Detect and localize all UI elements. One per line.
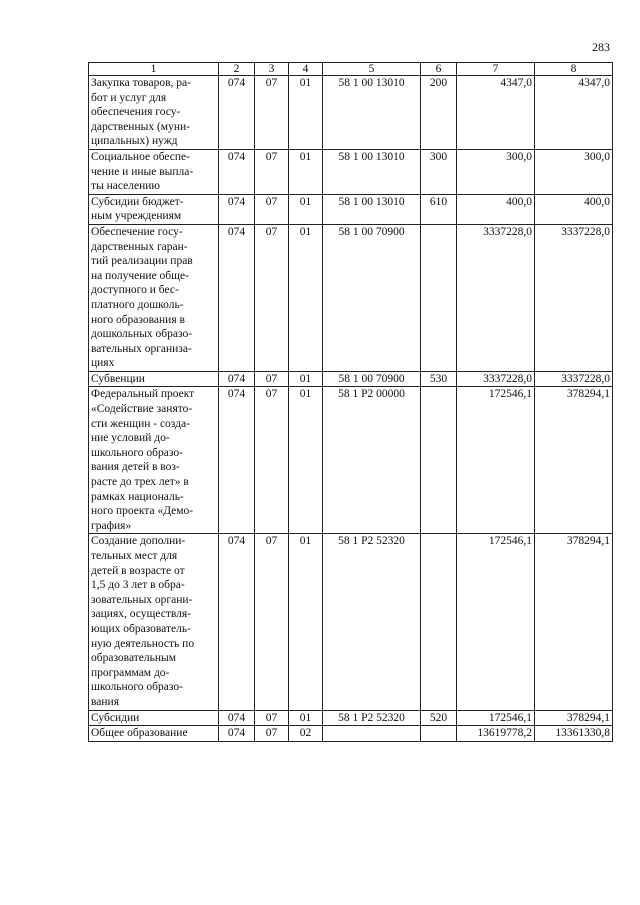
item-name-line: ющих образователь- bbox=[91, 622, 191, 635]
expense-type-cell bbox=[421, 534, 457, 710]
amount-year2-cell: 378294,1 bbox=[535, 534, 613, 710]
column-number: 8 bbox=[535, 63, 613, 76]
item-name-line: вания детей в воз- bbox=[91, 461, 180, 474]
expense-type-cell: 610 bbox=[421, 194, 457, 224]
column-number: 1 bbox=[89, 63, 219, 76]
ministry-code-cell: 074 bbox=[219, 76, 255, 150]
expense-type-cell bbox=[421, 387, 457, 534]
target-article-cell: 58 1 P2 52320 bbox=[323, 534, 421, 710]
item-name-line: ного проекта «Демо- bbox=[91, 505, 194, 518]
item-name-line: Субвенции bbox=[91, 372, 145, 385]
item-name-line: обеспечения госу- bbox=[91, 106, 181, 119]
item-name-line: Закупка товаров, ра- bbox=[91, 77, 191, 89]
item-name-line: тельных мест для bbox=[91, 550, 178, 562]
item-name-cell bbox=[89, 710, 219, 726]
target-article-cell: 58 1 00 13010 bbox=[323, 194, 421, 224]
table-row bbox=[89, 534, 613, 710]
expense-type-cell: 300 bbox=[421, 149, 457, 194]
ministry-code-cell: 074 bbox=[219, 726, 255, 742]
item-name-cell bbox=[89, 149, 219, 194]
amount-year1-cell: 3337228,0 bbox=[457, 224, 535, 371]
ministry-code-cell: 074 bbox=[219, 387, 255, 534]
expense-type-cell bbox=[421, 726, 457, 742]
section-code-cell: 07 bbox=[255, 224, 289, 371]
item-name-cell bbox=[89, 194, 219, 224]
column-number: 5 bbox=[323, 63, 421, 76]
table-row bbox=[89, 371, 613, 387]
section-code-cell: 07 bbox=[255, 726, 289, 742]
column-number: 2 bbox=[219, 63, 255, 76]
ministry-code-cell: 074 bbox=[219, 149, 255, 194]
item-name-line: ного образования в bbox=[91, 313, 185, 326]
budget-table bbox=[88, 62, 613, 742]
item-name-line: Федеральный проект bbox=[91, 388, 195, 401]
section-code-cell: 07 bbox=[255, 76, 289, 150]
item-name-line: школьного образо- bbox=[91, 446, 183, 459]
table-header-row bbox=[89, 63, 613, 76]
subsection-code-cell: 01 bbox=[289, 534, 323, 710]
item-name-line: дарственных (муни- bbox=[91, 120, 190, 133]
item-name-line: дарственных гаран- bbox=[91, 240, 188, 253]
item-name-line: «Содействие занято- bbox=[91, 403, 193, 416]
target-article-cell: 58 1 00 70900 bbox=[323, 224, 421, 371]
amount-year1-cell: 172546,1 bbox=[457, 710, 535, 726]
amount-year1-cell: 172546,1 bbox=[457, 534, 535, 710]
target-article-cell bbox=[323, 726, 421, 742]
subsection-code-cell: 01 bbox=[289, 387, 323, 534]
target-article-cell: 58 1 00 70900 bbox=[323, 371, 421, 387]
item-name-line: тий реализации прав bbox=[91, 255, 193, 268]
item-name-line: зациях, осуществля- bbox=[91, 608, 191, 621]
amount-year2-cell: 4347,0 bbox=[535, 76, 613, 150]
page-number: 283 bbox=[592, 40, 610, 54]
target-article-cell: 58 1 P2 52320 bbox=[323, 710, 421, 726]
table-row bbox=[89, 710, 613, 726]
ministry-code-cell: 074 bbox=[219, 194, 255, 224]
table-row bbox=[89, 387, 613, 534]
amount-year1-cell: 400,0 bbox=[457, 194, 535, 224]
section-code-cell: 07 bbox=[255, 534, 289, 710]
expense-type-cell: 200 bbox=[421, 76, 457, 150]
amount-year2-cell: 378294,1 bbox=[535, 387, 613, 534]
item-name-line: на получение обще- bbox=[91, 269, 189, 282]
item-name-line: 1,5 до 3 лет в обра- bbox=[91, 579, 185, 592]
table-row bbox=[89, 194, 613, 224]
amount-year2-cell: 378294,1 bbox=[535, 710, 613, 726]
amount-year2-cell: 400,0 bbox=[535, 194, 613, 224]
item-name-line: Субсидии бюджет- bbox=[91, 195, 184, 208]
amount-year1-cell: 172546,1 bbox=[457, 387, 535, 534]
item-name-line: Создание дополни- bbox=[91, 535, 186, 548]
subsection-code-cell: 01 bbox=[289, 194, 323, 224]
section-code-cell: 07 bbox=[255, 710, 289, 726]
target-article-cell: 58 1 P2 00000 bbox=[323, 387, 421, 534]
amount-year1-cell: 4347,0 bbox=[457, 76, 535, 150]
subsection-code-cell: 01 bbox=[289, 371, 323, 387]
ministry-code-cell: 074 bbox=[219, 371, 255, 387]
target-article-cell: 58 1 00 13010 bbox=[323, 76, 421, 150]
subsection-code-cell: 01 bbox=[289, 224, 323, 371]
item-name-line: школьного образо- bbox=[91, 681, 183, 694]
section-code-cell: 07 bbox=[255, 194, 289, 224]
item-name-cell bbox=[89, 726, 219, 742]
item-name-cell bbox=[89, 76, 219, 150]
expense-type-cell: 520 bbox=[421, 710, 457, 726]
item-name-line: ную деятельность по bbox=[91, 637, 195, 650]
item-name-cell bbox=[89, 534, 219, 710]
item-name-line: Общее образование bbox=[91, 727, 188, 740]
section-code-cell: 07 bbox=[255, 149, 289, 194]
subsection-code-cell: 01 bbox=[289, 149, 323, 194]
item-name-line: доступного и бес- bbox=[91, 284, 179, 297]
table-row bbox=[89, 224, 613, 371]
item-name-line: сти женщин - созда- bbox=[91, 417, 190, 430]
amount-year2-cell: 13361330,8 bbox=[535, 726, 613, 742]
item-name-line: рамках националь- bbox=[91, 490, 184, 503]
item-name-line: платного дошколь- bbox=[91, 298, 184, 311]
subsection-code-cell: 01 bbox=[289, 76, 323, 150]
ministry-code-cell: 074 bbox=[219, 710, 255, 726]
amount-year1-cell: 13619778,2 bbox=[457, 726, 535, 742]
amount-year1-cell: 300,0 bbox=[457, 149, 535, 194]
table-row bbox=[89, 726, 613, 742]
section-code-cell: 07 bbox=[255, 371, 289, 387]
item-name-line: вания bbox=[91, 695, 119, 708]
ministry-code-cell: 074 bbox=[219, 534, 255, 710]
item-name-line: зовательных органи- bbox=[91, 593, 193, 606]
ministry-code-cell: 074 bbox=[219, 224, 255, 371]
item-name-line: детей в возрасте от bbox=[91, 564, 185, 577]
item-name-line: циях bbox=[91, 357, 115, 370]
item-name-line: ным учреждениям bbox=[91, 210, 182, 223]
subsection-code-cell: 02 bbox=[289, 726, 323, 742]
item-name-line: ты населению bbox=[91, 180, 160, 193]
target-article-cell: 58 1 00 13010 bbox=[323, 149, 421, 194]
expense-type-cell: 530 bbox=[421, 371, 457, 387]
subsection-code-cell: 01 bbox=[289, 710, 323, 726]
section-code-cell: 07 bbox=[255, 387, 289, 534]
item-name-line: чение и иные выпла- bbox=[91, 165, 194, 178]
table-row bbox=[89, 149, 613, 194]
amount-year2-cell: 300,0 bbox=[535, 149, 613, 194]
item-name-line: Обеспечение госу- bbox=[91, 225, 183, 238]
item-name-line: ние условий до- bbox=[91, 432, 170, 445]
item-name-cell bbox=[89, 371, 219, 387]
expense-type-cell bbox=[421, 224, 457, 371]
amount-year2-cell: 3337228,0 bbox=[535, 371, 613, 387]
item-name-line: дошкольных образо- bbox=[91, 328, 193, 341]
item-name-line: образовательным bbox=[91, 652, 177, 665]
item-name-cell bbox=[89, 224, 219, 371]
item-name-line: Социальное обеспе- bbox=[91, 150, 190, 163]
column-number: 6 bbox=[421, 63, 457, 76]
amount-year2-cell: 3337228,0 bbox=[535, 224, 613, 371]
column-number: 7 bbox=[457, 63, 535, 76]
item-name-line: расте до трех лет» в bbox=[91, 476, 189, 489]
table-row bbox=[89, 76, 613, 150]
amount-year1-cell: 3337228,0 bbox=[457, 371, 535, 387]
column-number: 4 bbox=[289, 63, 323, 76]
item-name-line: программам до- bbox=[91, 666, 170, 679]
item-name-line: вательных организа- bbox=[91, 342, 192, 355]
item-name-line: графия» bbox=[91, 519, 132, 532]
item-name-line: бот и услуг для bbox=[91, 91, 167, 104]
column-number: 3 bbox=[255, 63, 289, 76]
item-name-cell bbox=[89, 387, 219, 534]
item-name-line: Субсидии bbox=[91, 711, 140, 724]
item-name-line: ципальных) нужд bbox=[91, 135, 178, 148]
